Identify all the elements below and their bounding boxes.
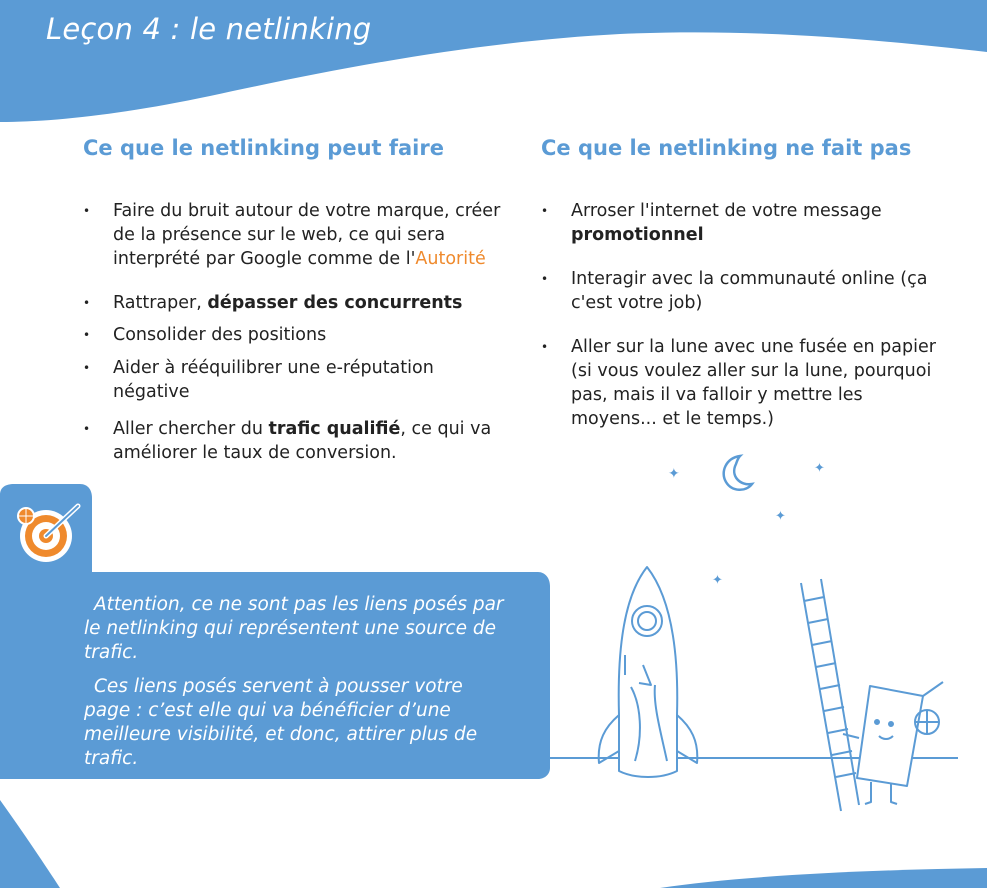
juice-glass-character [835,678,955,808]
bottom-right-wave [660,868,987,888]
authority-highlight: Autorité [415,249,486,269]
attention-note [84,593,514,781]
cannot-do-list [541,199,946,431]
list-item: • Aller sur la lune avec une fusée en papier (si vous voulez aller sur la lune, pourquoi pas, mais il va falloir y mettre les moyens... et le temps.) [541,335,946,431]
star-icon: ✦ [668,466,680,482]
list-item: • Interagir avec la communauté online (ça c'est votre job) [541,267,946,315]
left-column-heading: Ce que le netlinking peut faire [83,136,444,160]
note-paragraph: Ces liens posés servent à pousser votre page : c’est elle qui va bénéficier d’une meilleure visibilité, et donc, attirer plus de trafic. [84,676,478,769]
list-item: • Consolider des positions [83,323,513,347]
rocket-illustration [595,565,710,785]
star-icon: ✦ [712,573,723,588]
note-paragraph: Attention, ce ne sont pas les liens posés par le netlinking qui représentent une source de trafic. [84,594,504,663]
target-icon [8,498,88,566]
right-column-heading: Ce que le netlinking ne fait pas [541,136,912,160]
list-item: • Aider à rééquilibrer une e-réputation négative [83,356,513,404]
can-do-list [83,199,513,465]
lesson-title: Leçon 4 : le netlinking [46,12,372,46]
list-item: • Faire du bruit autour de votre marque, créer de la présence sur le web, ce qui sera interprété par Google comme de l'Autorité [83,199,513,271]
moon-icon [724,456,752,490]
list-item: • Rattraper, dépasser des concurrents [83,291,513,315]
bottom-left-wave [0,800,60,888]
star-icon: ✦ [814,461,825,476]
star-icon: ✦ [775,509,786,524]
list-item: • Arroser l'internet de votre message promotionnel [541,199,946,247]
list-item: • Aller chercher du trafic qualifié, ce qui va améliorer le taux de conversion. [83,417,513,465]
